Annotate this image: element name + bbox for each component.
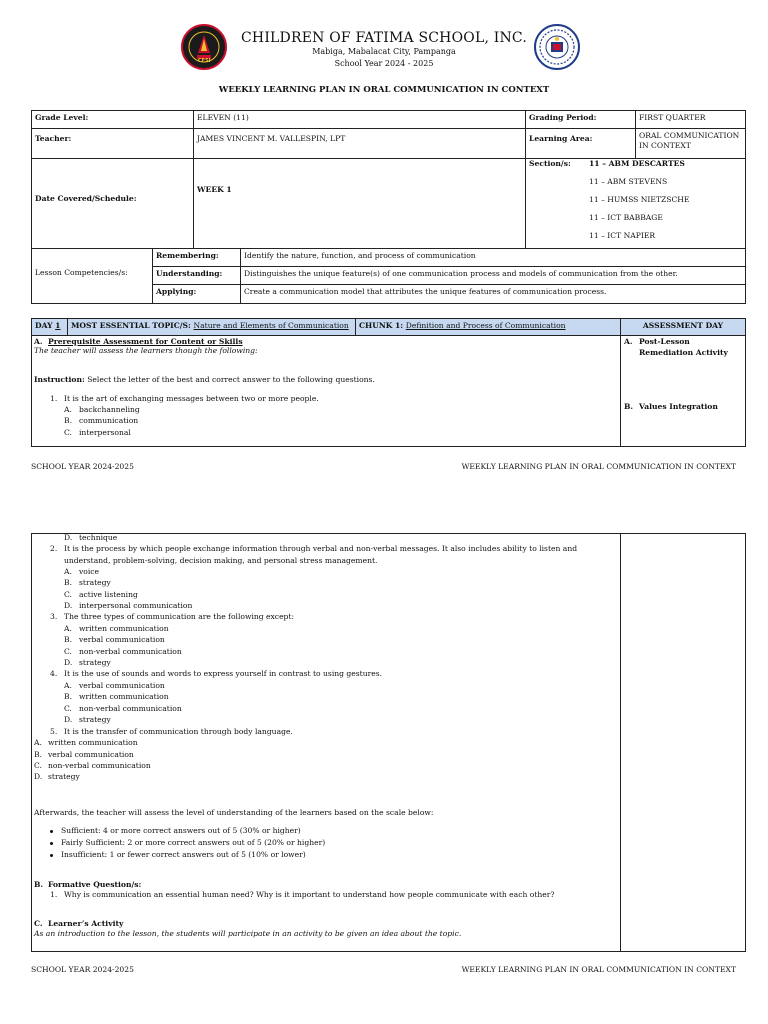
date-covered-value-text: WEEK 1 <box>197 185 232 194</box>
sections-label: Section/s: <box>529 159 571 168</box>
assessment-column-page2 <box>620 533 746 952</box>
question-number: 2. <box>50 544 58 553</box>
teacher-label <box>31 128 194 159</box>
scale-item <box>50 826 301 836</box>
bullet-icon <box>50 854 53 857</box>
side-b-letter: B. <box>624 402 634 411</box>
bullet-icon <box>50 830 53 833</box>
assessment-day-header: ASSESSMENT DAY <box>620 318 746 336</box>
question-text: understand, problem-solving, decision making, and personal stress management. <box>64 556 378 565</box>
question-text: It is the transfer of communication through body language. <box>64 727 293 736</box>
option-letter: A. <box>64 624 72 633</box>
section-c-letter: C. <box>34 919 43 928</box>
school-seal-text: CFSI <box>198 58 211 64</box>
option-text: verbal communication <box>48 750 134 759</box>
option-letter: A. <box>34 738 42 747</box>
section-b-title: Formative Question/s: <box>48 880 142 889</box>
section-item: 11 – ICT BABBAGE <box>589 213 663 222</box>
option-letter: D. <box>34 772 43 781</box>
footer-left: SCHOOL YEAR 2024-2025 <box>31 965 134 974</box>
grade-level-value: ELEVEN (11) <box>193 110 526 129</box>
section-b-letter: B. <box>34 880 44 889</box>
option-text: verbal communication <box>79 681 165 690</box>
scale-item <box>50 850 306 860</box>
date-covered-value <box>193 158 526 249</box>
option-text: strategy <box>79 715 111 724</box>
teacher-label-text: Teacher: <box>35 134 72 143</box>
option-text: verbal communication <box>79 635 165 644</box>
option-text: written communication <box>79 692 169 701</box>
question-text: It is the art of exchanging messages between two or more people. <box>64 394 319 403</box>
option-text: communication <box>79 416 139 425</box>
competencies-label-text: Lesson Competencies/s: <box>35 268 128 277</box>
question-text: It is the process by which people exchange information through verbal and non-verbal messages. It also includes ability to listen and <box>64 544 578 553</box>
option-text: non-verbal communication <box>48 761 151 770</box>
option-text: voice <box>79 567 100 576</box>
footer-left: SCHOOL YEAR 2024-2025 <box>31 462 134 471</box>
competencies-label <box>31 248 153 304</box>
bullet-icon <box>50 842 53 845</box>
plan-title: WEEKLY LEARNING PLAN IN ORAL COMMUNICATION IN CONTEXT <box>218 85 550 95</box>
option-text: backchanneling <box>79 405 140 414</box>
option-letter: C. <box>64 428 72 437</box>
option-letter: C. <box>64 647 72 656</box>
option-text: written communication <box>48 738 138 747</box>
section-a-note: The teacher will assess the learners though the following: <box>34 346 258 355</box>
option-text: strategy <box>79 578 111 587</box>
side-a-line2: Remediation Activity <box>639 348 728 357</box>
option-letter: B. <box>64 635 72 644</box>
side-b-text: Values Integration <box>639 402 718 411</box>
instruction-label: Instruction: <box>34 375 85 384</box>
side-a-line1: Post-Lesson <box>639 337 690 346</box>
instruction-line <box>34 375 375 385</box>
day-number: 1 <box>55 321 61 330</box>
learning-area-label <box>525 128 636 159</box>
option-text: strategy <box>79 658 111 667</box>
learning-area-value: ORAL COMMUNICATION IN CONTEXT <box>635 128 746 159</box>
option-letter: D. <box>64 715 73 724</box>
option-text: non-verbal communication <box>79 647 182 656</box>
option-letter: B. <box>34 750 42 759</box>
option-text: written communication <box>79 624 169 633</box>
school-name: CHILDREN OF FATIMA SCHOOL, INC. <box>241 30 527 46</box>
chunk-value: Definition and Process of Communication <box>405 321 566 330</box>
topic-value: Nature and Elements of Communication <box>193 321 349 330</box>
section-item: 11 – ABM STEVENS <box>589 177 668 186</box>
school-address: Mabiga, Mabalacat City, Pampanga <box>312 47 456 56</box>
option-text: technique <box>79 533 118 542</box>
section-c-note: As an introduction to the lesson, the students will participate in an activity to be given an idea about the topic. <box>34 929 462 938</box>
option-letter: C. <box>64 590 72 599</box>
option-text: interpersonal communication <box>79 601 193 610</box>
chunk-cell <box>355 318 621 336</box>
sections-cell <box>525 158 746 249</box>
option-letter: A. <box>64 567 72 576</box>
option-letter: B. <box>64 692 72 701</box>
afterwards-text: Afterwards, the teacher will assess the level of understanding of the learners based on the scale below: <box>34 808 434 817</box>
option-letter: C. <box>34 761 42 770</box>
scale-item-text: Insufficient: 1 or fewer correct answers out of 5 (10% or lower) <box>61 850 306 859</box>
option-letter: A. <box>64 405 72 414</box>
date-covered-label <box>31 158 194 249</box>
formative-question: Why is communication an essential human need? Why is it important to understand how people communicate with each other? <box>64 890 555 899</box>
question-text: The three types of communication are the following except: <box>64 612 295 621</box>
school-year: School Year 2024 - 2025 <box>334 59 434 68</box>
option-letter: D. <box>64 533 73 542</box>
scale-item-text: Sufficient: 4 or more correct answers out of 5 (30% or higher) <box>61 826 301 835</box>
question-number: 3. <box>50 612 58 621</box>
section-c-title: Learner’s Activity <box>48 919 124 928</box>
footer-right: WEEKLY LEARNING PLAN IN ORAL COMMUNICATION IN CONTEXT <box>461 965 736 974</box>
chunk-label: CHUNK 1: <box>359 321 406 330</box>
option-letter: D. <box>64 601 73 610</box>
section-a-title: Prerequisite Assessment for Content or Skills <box>48 337 243 346</box>
learning-area-label-text: Learning Area: <box>529 134 593 143</box>
competency-level: Applying: <box>152 284 241 304</box>
section-item: 11 – ABM DESCARTES <box>589 159 685 168</box>
teacher-value <box>193 128 526 159</box>
scale-item <box>50 838 325 848</box>
section-item: 11 – HUMSS NIETZSCHE <box>589 195 690 204</box>
topic-label: MOST ESSENTIAL TOPIC/S: <box>71 321 194 330</box>
option-text: active listening <box>79 590 138 599</box>
grading-period-value: FIRST QUARTER <box>635 110 746 129</box>
option-text: interpersonal <box>79 428 131 437</box>
day-label: DAY <box>35 321 56 330</box>
competency-level: Remembering: <box>152 248 241 267</box>
question-number: 5. <box>50 727 58 736</box>
footer-right: WEEKLY LEARNING PLAN IN ORAL COMMUNICATION IN CONTEXT <box>461 462 736 471</box>
competency-text: Create a communication model that attributes the unique features of communication process. <box>240 284 746 304</box>
option-text: non-verbal communication <box>79 704 182 713</box>
question-number: 4. <box>50 669 58 678</box>
section-item: 11 – ICT NAPIER <box>589 231 656 240</box>
grading-period-label: Grading Period: <box>525 110 636 129</box>
section-a-letter: A. <box>34 337 43 346</box>
scale-item-text: Fairly Sufficient: 2 or more correct answers out of 5 (20% or higher) <box>61 838 326 847</box>
grade-level-label: Grade Level: <box>31 110 194 129</box>
competency-text: Distinguishes the unique feature(s) of one communication process and models of communication from the other. <box>240 266 746 285</box>
side-a-letter: A. <box>624 337 633 346</box>
teacher-value-text: JAMES VINCENT M. VALLESPIN, LPT <box>197 134 346 143</box>
question-number: 1. <box>50 890 58 899</box>
option-letter: C. <box>64 704 72 713</box>
option-letter: D. <box>64 658 73 667</box>
option-text: strategy <box>48 772 80 781</box>
date-covered-label-text: Date Covered/Schedule: <box>35 194 137 203</box>
option-letter: B. <box>64 578 72 587</box>
question-text: It is the use of sounds and words to express yourself in contrast to using gestures. <box>64 669 383 678</box>
question-number: 1. <box>50 394 58 403</box>
option-letter: A. <box>64 681 72 690</box>
competency-text: Identify the nature, function, and process of communication <box>240 248 746 267</box>
option-letter: B. <box>64 416 72 425</box>
day-cell <box>31 318 68 336</box>
topic-cell <box>67 318 356 336</box>
instruction-text: Select the letter of the best and correct answer to the following questions. <box>84 375 375 384</box>
competency-level: Understanding: <box>152 266 241 285</box>
